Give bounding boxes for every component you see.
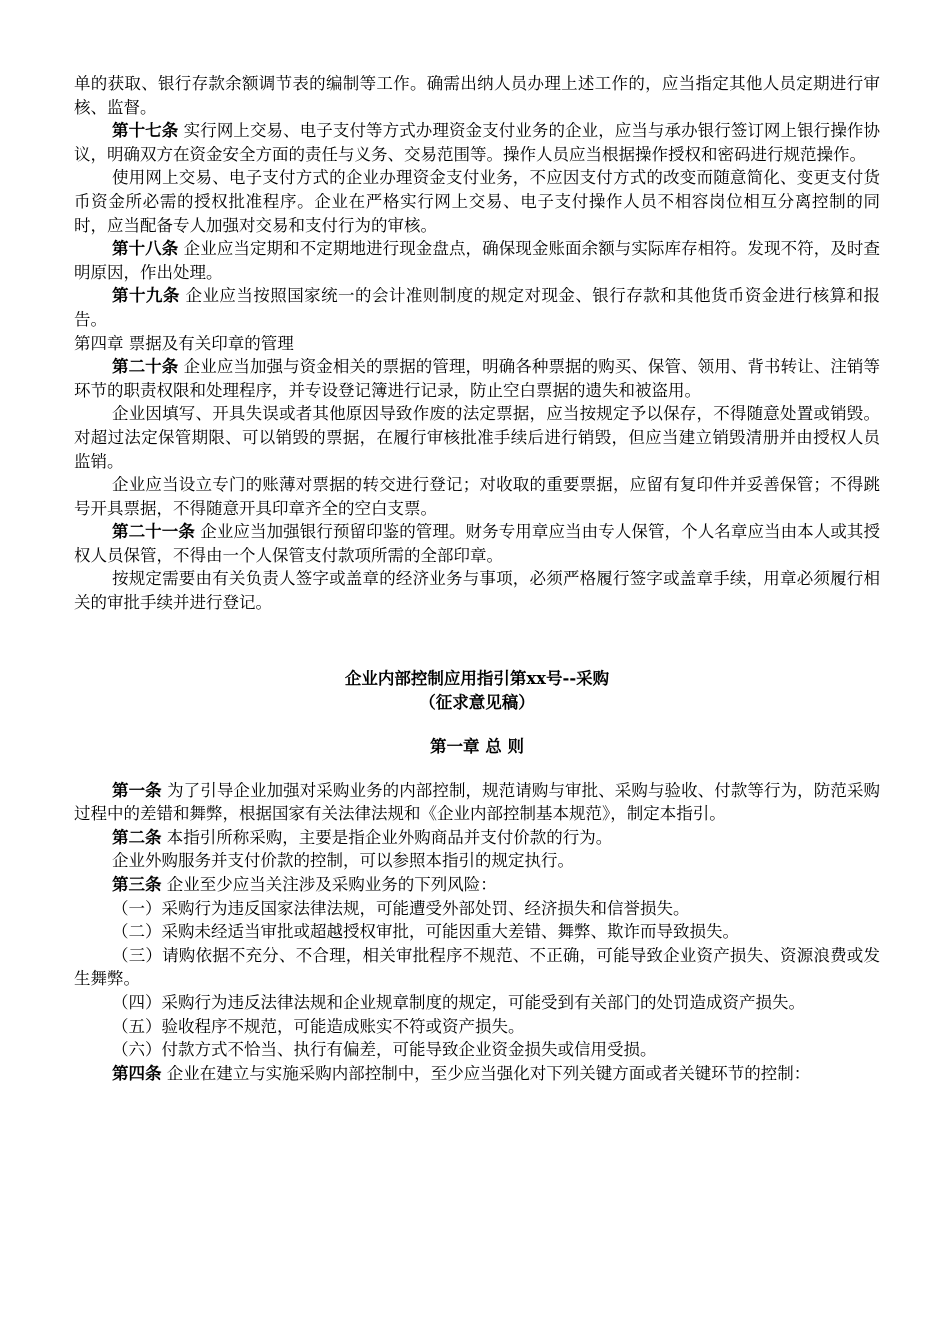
- article-text: 本指引所称采购，主要是指企业外购商品并支付价款的行为。: [161, 827, 613, 847]
- risk-item: （五）验收程序不规范，可能造成账实不符或资产损失。: [112, 1016, 525, 1036]
- article-text: 企业至少应当关注涉及采购业务的下列风险：: [161, 875, 497, 895]
- article-text: 企业在建立与实施采购内部控制中，至少应当强化对下列关键方面或者关键环节的控制：: [161, 1063, 811, 1083]
- paragraph: 企业因填写、开具失误或者其他原因导致作废的法定票据，应当按规定予以保存，不得随意处置或销毁。对超过法定保管期限、可以销毁的票据，在履行审核批准手续后进行销毁，但应当建立销毁清册并由授权人员监销。: [74, 404, 880, 471]
- paragraph: 单的获取、银行存款余额调节表的编制等工作。确需出纳人员办理上述工作的，应当指定其他人员定期进行审核、监督。: [74, 74, 880, 117]
- paragraph: 使用网上交易、电子支付方式的企业办理资金支付业务，不应因支付方式的改变而随意简化、变更支付货币资金所必需的授权批准程序。企业在严格实行网上交易、电子支付操作人员不相容岗位相互分离控制的同时，应当配备专人加强对交易和支付行为的审核。: [74, 168, 880, 235]
- document-subtitle: （征求意见稿）: [419, 692, 535, 712]
- article-text: 实行网上交易、电子支付等方式办理资金支付业务的企业，应当与承办银行签订网上银行操作协议，明确双方在资金安全方面的责任与义务、交易范围等。操作人员应当根据操作授权和密码进行规范操作。: [74, 121, 880, 164]
- risk-item: （四）采购行为违反法律法规和企业规章制度的规定，可能受到有关部门的处罚造成资产损失。: [112, 993, 805, 1012]
- paragraph: 企业应当设立专门的账薄对票据的转交进行登记；对收取的重要票据，应留有复印件并妥善保管；不得跳号开具票据，不得随意开具印章齐全的空白支票。: [74, 475, 880, 518]
- article-label: 第一条: [112, 780, 162, 800]
- paragraph: 企业外购服务并支付价款的控制，可以参照本指引的规定执行。: [112, 851, 574, 871]
- article-label: 第十七条: [112, 121, 179, 141]
- document-title: 企业内部控制应用指引第xx号--采购: [344, 668, 610, 688]
- article-19: [74, 284, 880, 331]
- article-label: 第二十一条: [112, 522, 195, 542]
- article-label: 第二十条: [112, 357, 179, 377]
- article-17: [74, 119, 880, 166]
- article-text: 企业应当加强与资金相关的票据的管理，明确各种票据的购买、保管、领用、背书转让、注销等环节的职责权限和处理程序，并专设登记簿进行记录，防止空白票据的遗失和被盗用。: [74, 357, 880, 400]
- article-label: 第四条: [112, 1063, 162, 1083]
- risk-item: （三）请购依据不充分、不合理，相关审批程序不规范、不正确，可能导致企业资产损失、资源浪费或发生舞弊。: [74, 945, 880, 989]
- article-text: 企业应当定期和不定期地进行现金盘点，确保现金账面余额与实际库存相符。发现不符，及时查明原因，作出处理。: [74, 239, 880, 282]
- paragraph: 按规定需要由有关负责人签字或盖章的经济业务与事项，必须严格履行签字或盖章手续，用章必须履行相关的审批手续并进行登记。: [74, 569, 880, 613]
- article-text: 企业应当按照国家统一的会计准则制度的规定对现金、银行存款和其他货币资金进行核算和报告。: [74, 286, 881, 329]
- article-label: 第三条: [112, 875, 162, 895]
- article-label: 第二条: [112, 827, 162, 847]
- article-label: 第十九条: [112, 286, 180, 306]
- article-21: [74, 520, 880, 567]
- risk-item: （一）采购行为违反国家法律法规，可能遭受外部处罚、经济损失和信誉损失。: [112, 898, 690, 918]
- document-page: [74, 72, 880, 1085]
- article-4: [74, 1062, 880, 1086]
- article-3: [74, 873, 880, 897]
- article-label: 第十八条: [112, 239, 179, 259]
- article-text: 企业应当加强银行预留印鉴的管理。财务专用章应当由专人保管，个人名章应当由本人或其授权人员保管，不得由一个人保管支付款项所需的全部印章。: [74, 522, 881, 565]
- chapter-heading: 第一章 总 则: [430, 736, 524, 756]
- article-20: [74, 355, 880, 402]
- chapter-heading: 第四章 票据及有关印章的管理: [74, 333, 294, 353]
- article-2: [74, 826, 880, 850]
- risk-item: （六）付款方式不恰当、执行有偏差，可能导致企业资金损失或信用受损。: [112, 1040, 657, 1060]
- article-18: [74, 237, 880, 284]
- article-1: [74, 779, 880, 826]
- article-text: 为了引导企业加强对采购业务的内部控制，规范请购与审批、采购与验收、付款等行为，防范采购过程中的差错和舞弊，根据国家有关法律法规和《企业内部控制基本规范》，制定本指引。: [74, 780, 881, 824]
- risk-item: （二）采购未经适当审批或超越授权审批，可能因重大差错、舞弊、欺诈而导致损失。: [112, 922, 739, 942]
